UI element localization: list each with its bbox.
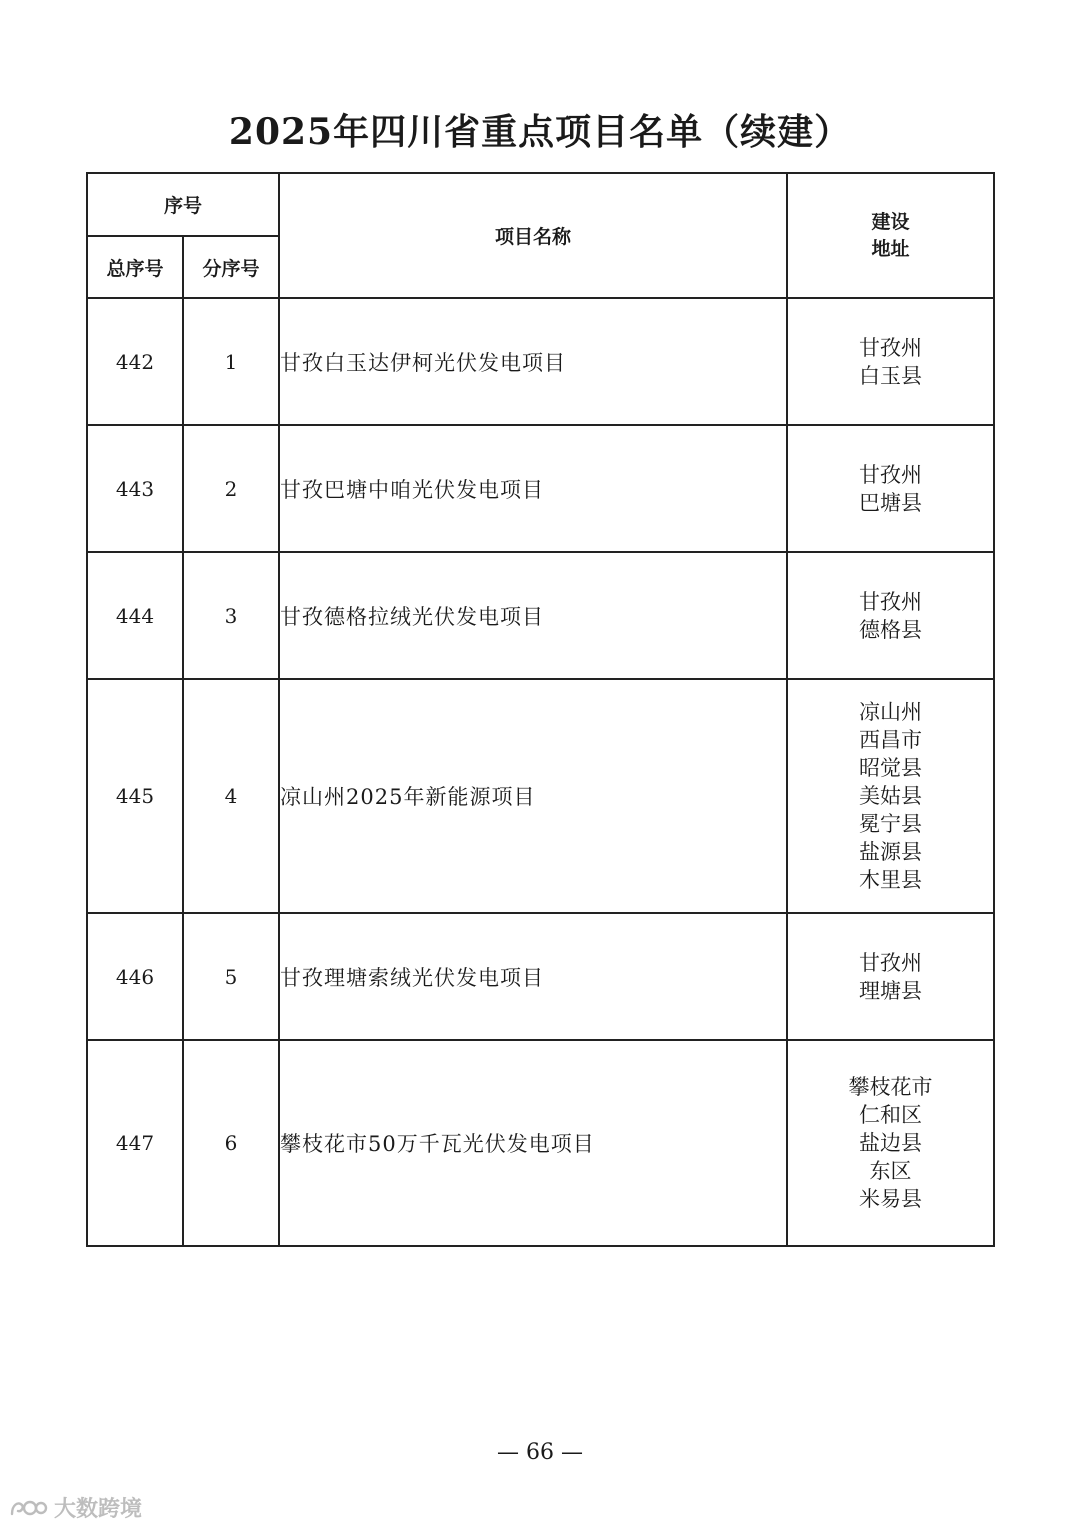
table-row xyxy=(87,552,994,679)
sub-no-cell: 5 xyxy=(183,913,279,1040)
project-name-cell: 甘孜白玉达伊柯光伏发电项目 xyxy=(279,298,787,425)
sub-no-cell: 3 xyxy=(183,552,279,679)
page-title: 2025年四川省重点项目名单（续建） xyxy=(228,111,852,153)
total-no-cell: 445 xyxy=(87,679,183,913)
sub-no-cell: 2 xyxy=(183,425,279,552)
address-line: 甘孜州 xyxy=(859,589,923,614)
address-line: 冕宁县 xyxy=(859,812,923,836)
header-row-top xyxy=(87,173,994,236)
address-cell xyxy=(787,913,994,1040)
address-line: 巴塘县 xyxy=(859,490,923,515)
total-no-cell: 446 xyxy=(87,913,183,1040)
address-cell xyxy=(787,679,994,913)
address-line: 西昌市 xyxy=(859,728,923,752)
total-no-cell: 447 xyxy=(87,1040,183,1246)
total-no-cell: 442 xyxy=(87,298,183,425)
sub-no-cell: 1 xyxy=(183,298,279,425)
address-line: 甘孜州 xyxy=(859,335,923,360)
project-name-cell: 甘孜理塘索绒光伏发电项目 xyxy=(279,913,787,1040)
table-row xyxy=(87,1040,994,1246)
table-row xyxy=(87,913,994,1040)
project-name-cell: 甘孜巴塘中咱光伏发电项目 xyxy=(279,425,787,552)
address-line: 美姑县 xyxy=(859,784,923,808)
address-cell xyxy=(787,425,994,552)
watermark-text: 大数跨境 xyxy=(54,1497,143,1522)
header-sub-no: 分序号 xyxy=(183,236,279,298)
sub-no-cell: 6 xyxy=(183,1040,279,1246)
address-line: 攀枝花市 xyxy=(848,1075,933,1099)
address-line: 米易县 xyxy=(859,1187,923,1211)
brand-logo-icon xyxy=(8,1497,48,1519)
total-no-cell: 444 xyxy=(87,552,183,679)
address-line: 甘孜州 xyxy=(859,462,923,487)
address-line: 理塘县 xyxy=(859,978,923,1003)
address-line: 盐源县 xyxy=(859,840,923,864)
address-line: 盐边县 xyxy=(859,1131,923,1155)
address-cell xyxy=(787,1040,994,1246)
address-line: 木里县 xyxy=(859,868,923,892)
header-project-name: 项目名称 xyxy=(279,173,787,298)
table-row xyxy=(87,425,994,552)
header-total-no: 总序号 xyxy=(87,236,183,298)
address-cell xyxy=(787,298,994,425)
address-line: 仁和区 xyxy=(859,1103,923,1127)
watermark xyxy=(8,1492,142,1523)
table-row xyxy=(87,298,994,425)
header-address-line: 建设 xyxy=(871,210,910,233)
address-cell xyxy=(787,552,994,679)
project-name-cell: 凉山州2025年新能源项目 xyxy=(279,679,787,913)
sub-no-cell: 4 xyxy=(183,679,279,913)
header-address-line: 地址 xyxy=(871,237,910,260)
address-line: 德格县 xyxy=(859,617,923,642)
header-address xyxy=(787,173,994,298)
project-name-cell: 攀枝花市50万千瓦光伏发电项目 xyxy=(279,1040,787,1246)
total-no-cell: 443 xyxy=(87,425,183,552)
page-number: — 66 — xyxy=(497,1440,583,1465)
projects-table xyxy=(86,172,995,1247)
address-line: 东区 xyxy=(869,1159,912,1183)
project-name-cell: 甘孜德格拉绒光伏发电项目 xyxy=(279,552,787,679)
address-line: 甘孜州 xyxy=(859,950,923,975)
address-line: 白玉县 xyxy=(859,363,923,388)
address-line: 昭觉县 xyxy=(859,756,923,780)
table-row xyxy=(87,679,994,913)
address-line: 凉山州 xyxy=(859,700,923,724)
header-serial-group: 序号 xyxy=(87,173,279,236)
